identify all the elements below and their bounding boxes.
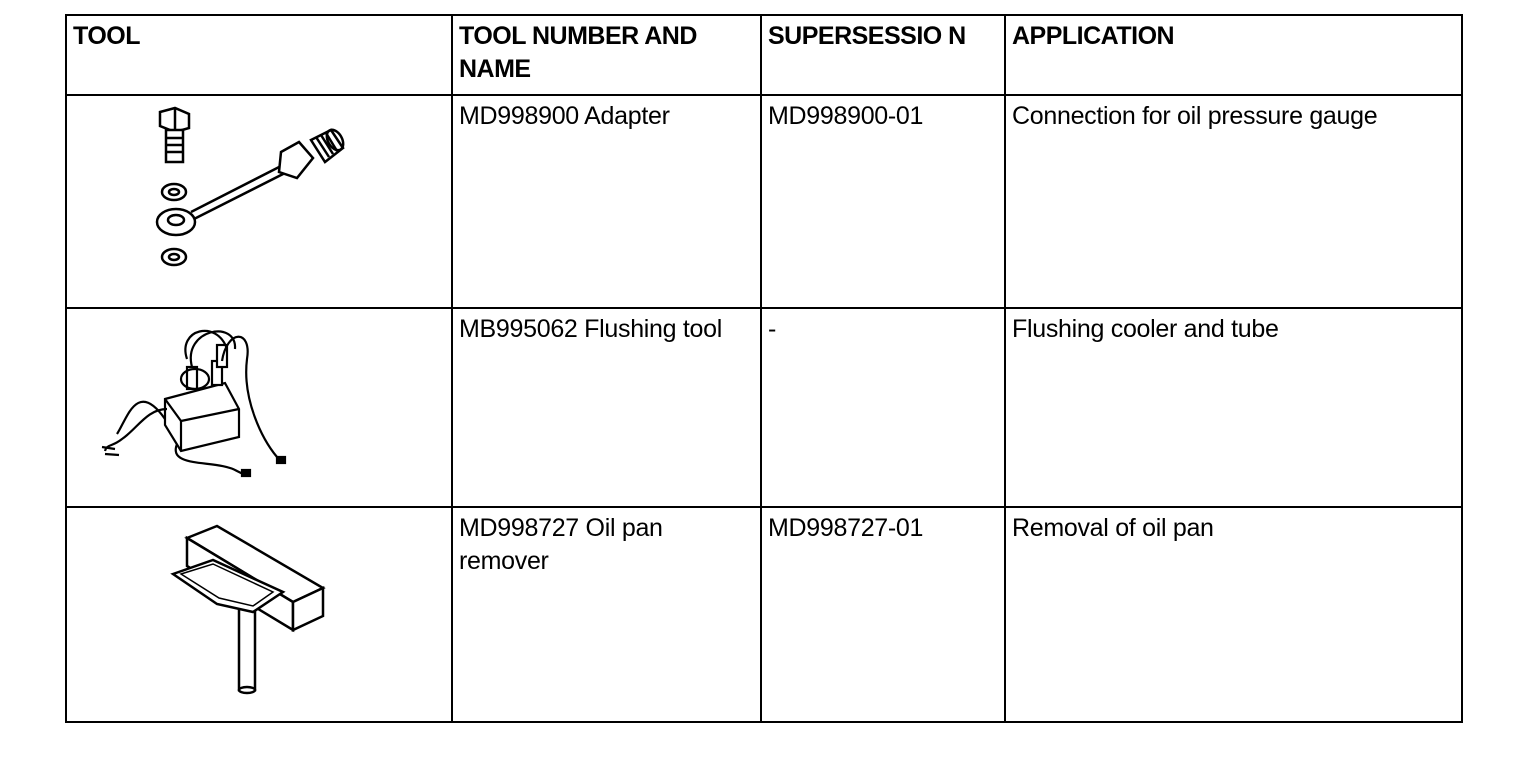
flushing-tool-illustration xyxy=(67,309,453,506)
application-value: Removal of oil pan xyxy=(1005,507,1462,722)
tool-number-name: MD998727 Oil pan remover xyxy=(452,507,761,722)
supersession-value: MD998727-01 xyxy=(761,507,1005,722)
table-header-row xyxy=(66,15,1462,95)
tool-image-cell xyxy=(66,507,452,722)
header-supersession xyxy=(761,15,1005,95)
application-value: Flushing cooler and tube xyxy=(1005,308,1462,507)
tool-image-cell xyxy=(66,95,452,308)
application-value: Connection for oil pressure gauge xyxy=(1005,95,1462,308)
table-row xyxy=(66,507,1462,722)
adapter-illustration xyxy=(67,96,453,307)
tool-number-name: MB995062 Flushing tool xyxy=(452,308,761,507)
supersession-value: MD998900-01 xyxy=(761,95,1005,308)
oil-pan-remover-illustration xyxy=(67,508,453,721)
tool-image-cell xyxy=(66,308,452,507)
header-tool: TOOL xyxy=(66,15,452,95)
header-tool-number-name: TOOL NUMBER AND NAME xyxy=(452,15,761,95)
header-supersession-label: SUPERSESSIO N xyxy=(768,22,966,50)
supersession-value: - xyxy=(761,308,1005,507)
header-application: APPLICATION xyxy=(1005,15,1462,95)
tool-number-name: MD998900 Adapter xyxy=(452,95,761,308)
table-row xyxy=(66,308,1462,507)
table-row xyxy=(66,95,1462,308)
special-tools-table xyxy=(65,14,1463,723)
